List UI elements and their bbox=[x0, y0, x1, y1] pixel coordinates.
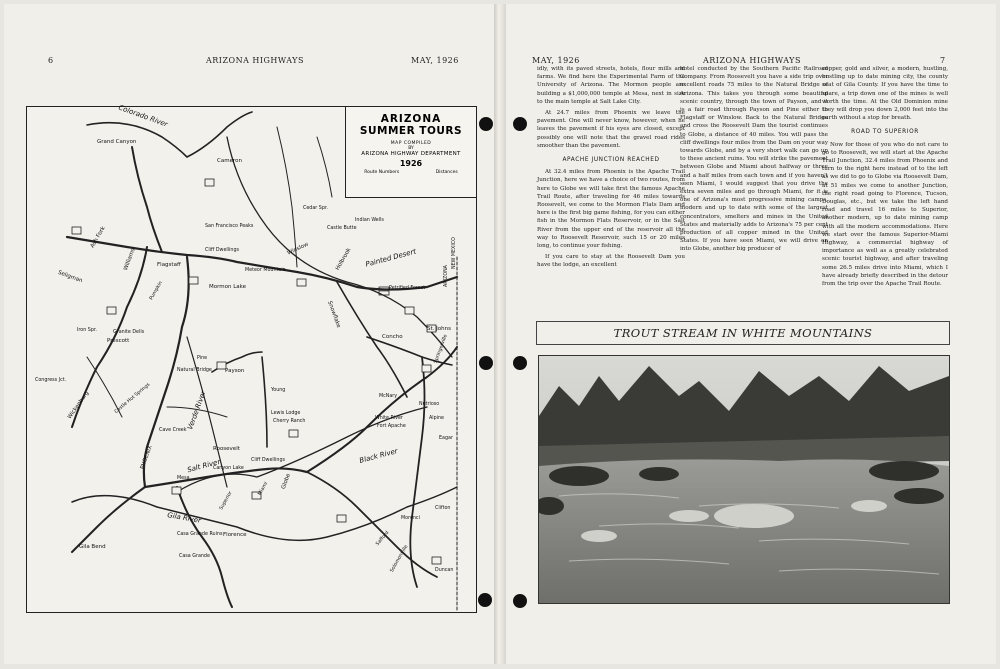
river-label: Gila River bbox=[166, 511, 202, 525]
right-header-title: ARIZONA HIGHWAYS bbox=[703, 56, 801, 65]
place-label: Indian Wells bbox=[355, 218, 384, 223]
section-heading: ROAD TO SUPERIOR bbox=[851, 129, 919, 136]
place-label: Snowflake bbox=[326, 300, 342, 329]
place-label: Miami bbox=[257, 481, 270, 497]
place-label: Iron Spr. bbox=[77, 328, 97, 333]
binder-hole bbox=[513, 594, 527, 608]
place-label: Castle Butte bbox=[327, 226, 357, 231]
place-label: Alpine bbox=[429, 416, 444, 421]
place-label: Seligman bbox=[57, 269, 84, 285]
place-label: Casa Grande bbox=[179, 554, 210, 559]
place-label: Springerville bbox=[433, 334, 449, 365]
place-label: Fort Apache bbox=[377, 424, 406, 429]
photo-caption: TROUT STREAM IN WHITE MOUNTAINS bbox=[536, 321, 950, 345]
place-label: Solomonville bbox=[389, 544, 410, 574]
left-header-date: MAY, 1926 bbox=[411, 56, 459, 65]
river-label: Verde River bbox=[186, 389, 208, 431]
left-page-number: 6 bbox=[48, 56, 54, 65]
place-label: Natural Bridge bbox=[177, 368, 212, 373]
left-header-title: ARIZONA HIGHWAYS bbox=[206, 56, 304, 65]
legend-by: BY bbox=[408, 146, 414, 151]
paragraph: At 24.7 miles from Phoenix we leave the pavement. One will never know, however, when he leaves the pavement if his eyes are closed, except possibly one will note that the gravel road rides smoother than the pavement. bbox=[537, 110, 685, 149]
place-label: Nutrioso bbox=[419, 402, 440, 407]
place-label: Globe bbox=[280, 472, 292, 491]
place-label: Grand Canyon bbox=[97, 139, 137, 145]
right-page-number: 7 bbox=[940, 56, 946, 65]
place-label: Gila Bend bbox=[79, 544, 106, 550]
map-legend bbox=[345, 107, 476, 198]
place-label: Payson bbox=[225, 368, 245, 374]
binder-hole bbox=[513, 356, 527, 370]
place-label: Mesa bbox=[177, 476, 190, 481]
binder-hole bbox=[479, 356, 493, 370]
binder-hole bbox=[478, 593, 492, 607]
place-label: Roosevelt bbox=[213, 446, 240, 452]
article-column-2 bbox=[680, 65, 828, 257]
place-label: Winslow bbox=[286, 241, 310, 257]
place-label: Ash Fork bbox=[89, 225, 107, 250]
place-label: Cherry Ranch bbox=[273, 419, 306, 424]
legend-year: 1926 bbox=[399, 159, 423, 168]
arizona-summer-tours-map bbox=[26, 103, 477, 613]
place-label: McNary bbox=[379, 394, 398, 399]
place-label: Cedar Spr. bbox=[303, 206, 328, 211]
place-label: PHOENIX bbox=[139, 444, 154, 471]
binder-hole bbox=[513, 117, 527, 131]
river-label: Black River bbox=[358, 447, 399, 465]
binder-hole bbox=[479, 117, 493, 131]
place-label: Eagar bbox=[439, 436, 453, 441]
place-label: Cameron bbox=[217, 158, 242, 164]
paragraph: At 32.4 miles from Phoenix is the Apache Trail Junction, here we have a choice of two routes, from here to Globe we will take first the famous Apache Trail Route, after traveling for 46 miles towards Roosevelt, we come to the Mormon Flats Dam and here is the first big game fishing, for you can either fish in the Mormon Flats Reservoir, or in the Salt River from the upper end of the reservoir all the way to Roosevelt Reservoir, such 15 or 20 miles long, to continue your fishing. bbox=[537, 169, 685, 250]
legend-keys bbox=[346, 170, 476, 175]
article-column-1 bbox=[537, 65, 685, 273]
section-heading: APACHE JUNCTION REACHED bbox=[562, 157, 660, 164]
paragraph: Now for those of you who do not care to go to Roosevelt, we will start at the Apache Trail Junction, 32.4 miles from Phoenix and turn to the right here instead of to the left as we did to go to Globe via Roosevelt Dam, at 51 miles we come to another Junction, the right road going to Florence, Tucson, Douglas, etc., but we take the left hand road and travel 16 miles to Superior, another modern, up to date mining camp with all the modern accommodations. Here we start over the famous Superior-Miami Highway, a commercial highway of importance as well as a greatly celebrated scenic tourist highway, and after traveling some 26.5 miles drive into Miami, which I have already briefly described in the detour from the trip over the Apache Trail Route. bbox=[822, 141, 948, 288]
place-label: Concho bbox=[382, 334, 403, 340]
place-label: Pumpkin bbox=[149, 280, 164, 302]
place-label: Safford bbox=[375, 530, 391, 548]
paragraph: copper, gold and silver, a modern, hustling, bustling up to date mining city, the county seat of Gila County. If you have the time to spare, a trip down one of the mines is well worth the time. At the Old Dominion mine they will drop you down 2,000 feet into the earth without a stop for breath. bbox=[822, 66, 948, 122]
river-label: Salt River bbox=[186, 457, 222, 475]
paragraph: If you care to stay at the Roosevelt Dam you have the lodge, an excellent bbox=[537, 254, 685, 269]
place-label: Prescott bbox=[107, 338, 130, 344]
place-label: White River bbox=[375, 416, 403, 421]
region-label: Painted Desert bbox=[364, 247, 417, 269]
article-column-3 bbox=[822, 65, 948, 291]
place-label: Congress Jct. bbox=[35, 378, 67, 383]
legend-route-numbers: Route Numbers bbox=[364, 170, 400, 175]
photo-illustration bbox=[539, 356, 949, 603]
place-label: Castle Hot Springs bbox=[114, 382, 152, 415]
legend-compiled: MAP COMPILED bbox=[390, 141, 432, 146]
river-label: Colorado River bbox=[117, 103, 169, 129]
state-label-new-mexico: NEW MEXICO bbox=[452, 237, 457, 269]
place-label: Wickenburg bbox=[66, 390, 91, 421]
place-label: Canyon Lake bbox=[213, 466, 244, 471]
place-label: Williams bbox=[123, 247, 137, 272]
place-label: Florence bbox=[223, 532, 247, 538]
place-label: Mormon Lake bbox=[209, 284, 247, 290]
place-label: Cliff Dwellings bbox=[205, 248, 239, 253]
place-label: Holbrook bbox=[334, 247, 353, 272]
trout-stream-photo bbox=[538, 355, 950, 604]
place-label: Pine bbox=[197, 356, 208, 361]
legend-department: ARIZONA HIGHWAY DEPARTMENT bbox=[361, 151, 461, 157]
place-label: St. Johns bbox=[427, 326, 451, 332]
place-label: Morenci bbox=[401, 516, 420, 521]
paragraph: hotel conducted by the Southern Pacific Railroad Company. From Roosevelt you have a side trip over excellent roads 75 miles to the Natural Bridge of Arizona. This takes you through some beautiful scenic country, through the town of Payson, and it is a fair road through Payson and Pine either to Flagstaff or Winslow. Back to the Natural Bridge and cross the Roosevelt Dam the tourist continues to Globe, a distance of 40 miles. You will pass the cliff dwellings four miles from the Dam on your way towards Globe, and by a very short walk can go up to these ancient ruins. You will strike the pavement between Globe and Miami about halfway or three and a half miles from each town and if you haven't seen Miami, I would suggest that you drive the extra seven miles and go through Miami, for it is one of Arizona's most progressive mining camps, modern and up to date with some of the largest concentrators, smelters and mines in the United States and materially adds to Arizona's 75 per cent production of all copper mined in the United States. If you have seen Miami, we will drive on into Globe, another big producer of bbox=[680, 66, 828, 253]
place-label: Meteor Mountain bbox=[245, 268, 286, 273]
paragraph: idly, with its paved streets, hotels, flour mills and farms. We find here the Experimental Farm of the University of Arizona. The Mormon people are building a $1,000,000 temple at Mesa, next in size to the main temple at Salt Lake City. bbox=[537, 66, 685, 105]
legend-title-arizona: ARIZONA bbox=[380, 113, 442, 125]
place-label: Cliff Dwellings bbox=[251, 458, 285, 463]
legend-distances: Distances bbox=[435, 170, 458, 175]
place-label: Duncan bbox=[435, 568, 454, 573]
state-label-arizona: ARIZONA bbox=[444, 265, 449, 287]
place-label: Granite Dells bbox=[113, 330, 145, 335]
book-spine bbox=[494, 4, 506, 664]
place-label: Casa Grande Ruins bbox=[177, 532, 223, 537]
right-header-date: MAY, 1926 bbox=[532, 56, 580, 65]
place-label: Superior bbox=[219, 490, 234, 511]
place-label: Flagstaff bbox=[157, 262, 181, 268]
place-label: Petrified Forest bbox=[389, 286, 426, 291]
legend-title-summer-tours: SUMMER TOURS bbox=[359, 125, 463, 137]
place-label: Clifton bbox=[435, 506, 451, 511]
place-label: Lewis Lodge bbox=[271, 411, 301, 416]
place-label: Young bbox=[271, 388, 286, 393]
place-label: San Francisco Peaks bbox=[205, 224, 254, 229]
place-label: Cave Creek bbox=[159, 428, 187, 433]
